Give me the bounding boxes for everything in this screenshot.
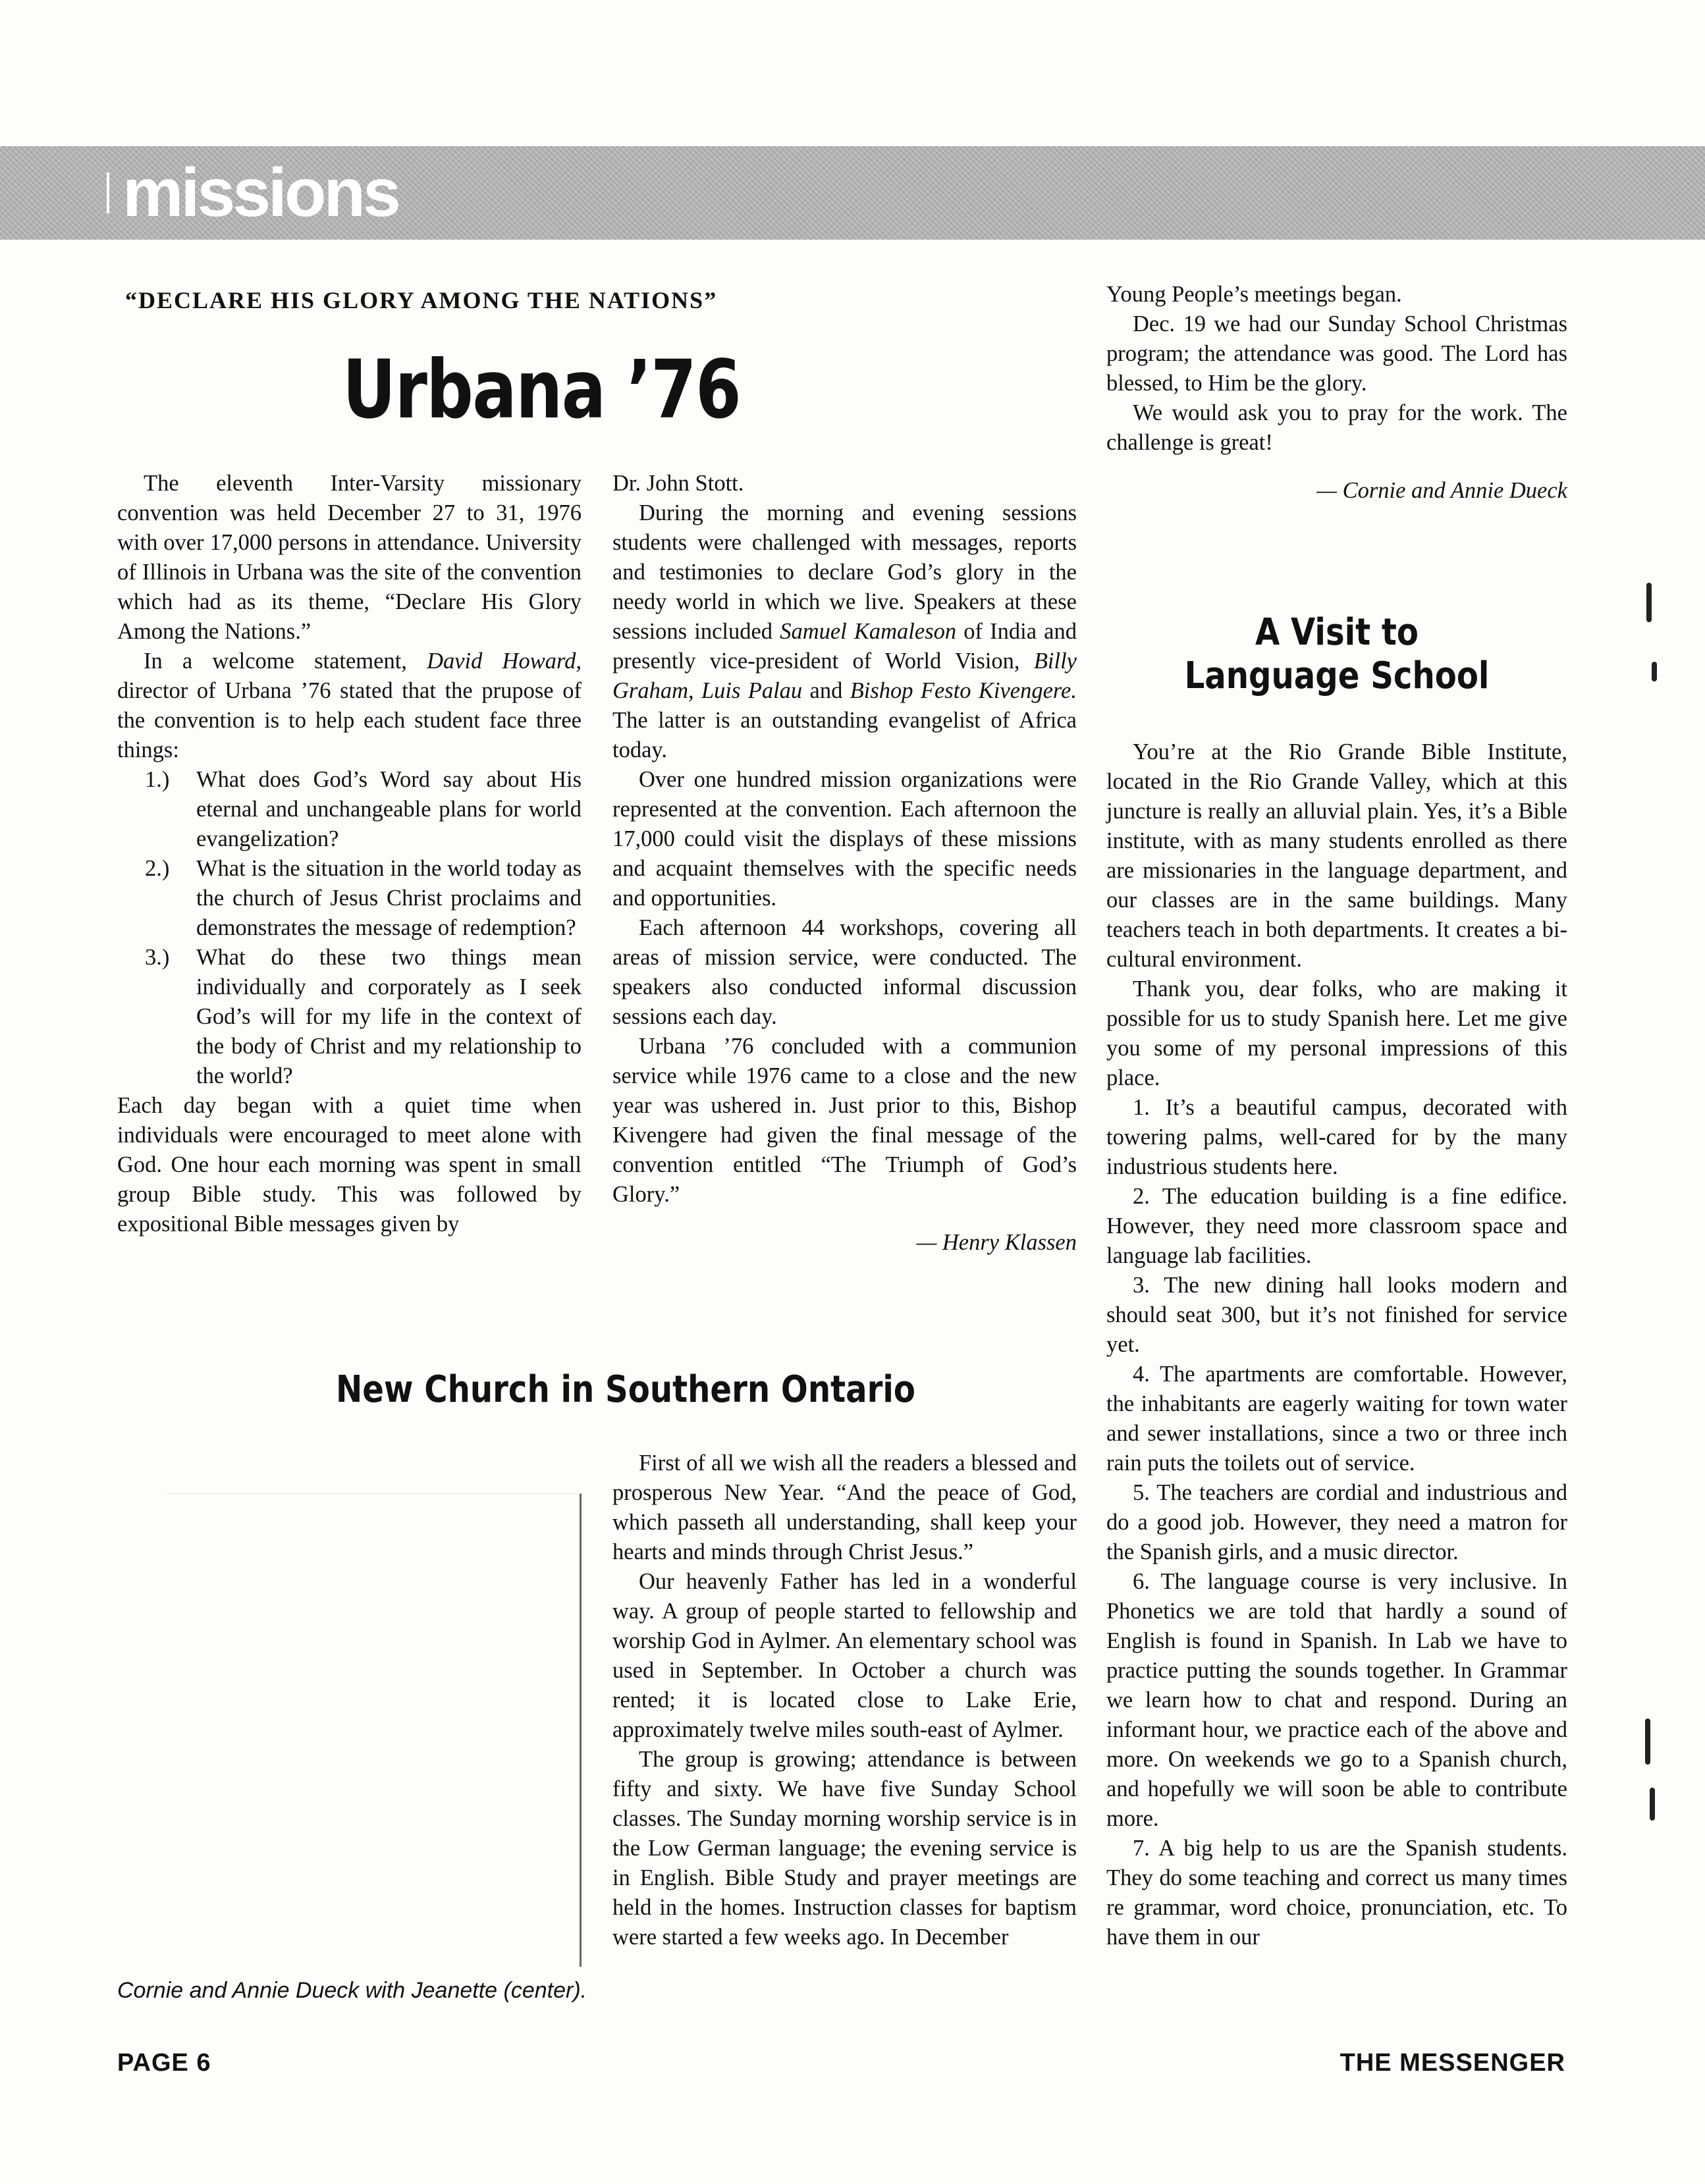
title-line: A Visit to [1255, 611, 1419, 654]
article-title-church: New Church in Southern Ontario [336, 1368, 915, 1411]
urbana-paragraph: Each afternoon 44 workshops, covering all areas of mission service, were conducted. The speakers also conducted informal discussion sessions each day. [612, 915, 1077, 1029]
list-item: 5. The teachers are cordial and industrious and do a good job. However, they need a matron for the Spanish girls, and a music director. [1106, 1480, 1567, 1564]
urbana-signature: — Henry Klassen [916, 1230, 1077, 1255]
urbana-paragraph: Each day began with a quiet time when individuals were encouraged to meet alone with God. One hour each morning was spent in small group Bible study. This was followed by expositional Bible messages given by [117, 1093, 582, 1237]
church-paragraph: We would ask you to pray for the work. The challenge is great! [1106, 400, 1567, 455]
list-item: 4. The apartments are comfortable. However, the inhabitants are eagerly waiting for town water and sewer installations, since a two or three inch rain puts the toilets out of service. [1106, 1362, 1567, 1476]
church-paragraph: Our heavenly Father has led in a wonderful way. A group of people started to fellowship and worship God in Aylmer. An elementary school was used in September. In October a church was rented; it is located close to Lake Erie, approximately twelve miles south-east of Aylmer. [612, 1569, 1077, 1742]
urbana-column-2 [612, 469, 1077, 1258]
binding-mark [1645, 1718, 1650, 1765]
article-kicker: “DECLARE HIS GLORY AMONG THE NATIONS” [125, 287, 718, 313]
publication-name: THE MESSENGER [1340, 2049, 1565, 2077]
list-item: 3.) What do these two things mean individually and corporately as I seek God’s will for my life in the context of the body of Christ and my relationship to the world? [145, 945, 582, 1088]
visit-column [1106, 737, 1567, 1952]
article-title-urbana: Urbana ’76 [342, 343, 741, 437]
church-paragraph: Dec. 19 we had our Sunday School Christmas program; the attendance was good. The Lord has blessed, to Him be the glory. [1106, 311, 1567, 396]
binding-mark [1646, 583, 1652, 622]
urbana-column-1 [117, 469, 582, 1239]
article-title-visit [1150, 611, 1524, 698]
visit-paragraph: Thank you, dear folks, who are making it possible for us to study Spanish here. Let me give you some of my personal impressions of this place. [1106, 976, 1567, 1090]
church-column-3 [1106, 280, 1567, 506]
urbana-question-list [117, 765, 582, 1091]
urbana-paragraph: During the morning and evening sessions students were challenged with messages, reports and testimonies to declare God’s glory in the needy world in which we live. Speakers at these sessions included Samuel Kamaleson of India and presently vice-president of World Vision, Billy Graham, Luis Palau and Bishop Festo Kivengere. The latter is an outstanding evangelist of Africa today. [612, 500, 1077, 762]
list-item: 6. The language course is very inclusive. In Phonetics we are told that hardly a sound of English is found in Spanish. In Lab we have to practice putting the sounds together. In Grammar we learn how to chat and respond. During an informant hour, we practice each of the above and more. On weekends we go to a Spanish church, and hopefully we will soon be able to contribute more. [1106, 1569, 1567, 1831]
list-item: 2.) What is the situation in the world today as the church of Jesus Christ proclaims and demonstrates the message of redemption? [145, 856, 582, 940]
list-item: 1. It’s a beautiful campus, decorated with towering palms, well-cared for by the many industrious students here. [1106, 1095, 1567, 1179]
binding-mark [1652, 662, 1657, 681]
person-name: David Howard, [427, 649, 582, 674]
urbana-paragraph: Urbana ’76 concluded with a communion service while 1976 came to a close and the new year was ushered in. Just prior to this, Bishop Kivengere had given the final message of the convention entitled “The Triumph of God’s Glory.” [612, 1034, 1077, 1207]
photo-placeholder [165, 1493, 582, 1967]
binding-mark [1650, 1788, 1655, 1821]
church-signature: — Cornie and Annie Dueck [1316, 478, 1567, 503]
urbana-paragraph: Dr. John Stott. [612, 471, 744, 496]
list-item: 3. The new dining hall looks modern and should seat 300, but it’s not finished for service yet. [1106, 1273, 1567, 1357]
church-paragraph: First of all we wish all the readers a blessed and prosperous New Year. “And the peace of God, which passeth all understanding, shall keep your hearts and minds through Christ Jesus.” [612, 1451, 1077, 1564]
section-banner [0, 146, 1705, 240]
church-paragraph: The group is growing; attendance is between fifty and sixty. We have five Sunday School classes. The Sunday morning worship service is in the Low German language; the evening service is in English. Bible Study and prayer meetings are held in the homes. Instruction classes for baptism were started a few weeks ago. In December [612, 1747, 1077, 1950]
urbana-paragraph: In a welcome statement, David Howard, director of Urbana ’76 stated that the prupose of the convention is to help each student face three things: [117, 649, 582, 762]
page-number: PAGE 6 [117, 2049, 211, 2077]
photo-caption: Cornie and Annie Dueck with Jeanette (center). [117, 1978, 587, 2003]
urbana-paragraph: Over one hundred mission organizations were represented at the convention. Each afternoon the 17,000 could visit the displays of these missions and acquaint themselves with the specific needs and opportunities. [612, 767, 1077, 911]
church-paragraph: Young People’s meetings began. [1106, 282, 1402, 307]
list-item: 2. The education building is a fine edifice. However, they need more classroom space and language lab facilities. [1106, 1184, 1567, 1268]
church-column-2 [612, 1449, 1077, 1952]
banner-rule [107, 173, 109, 213]
section-title: missions [122, 155, 398, 231]
urbana-paragraph: The eleventh Inter-Varsity missionary convention was held December 27 to 31, 1976 with over 17,000 persons in attendance. University of Illinois in Urbana was the site of the convention which had as its theme, “Declare His Glory Among the Nations.” [117, 471, 582, 644]
list-item: 7. A big help to us are the Spanish students. They do some teaching and correct us many times re grammar, word choice, pronunciation, etc. To have them in our [1106, 1836, 1567, 1950]
list-item: 1.) What does God’s Word say about His eternal and unchangeable plans for world evangelization? [145, 767, 582, 851]
visit-paragraph: You’re at the Rio Grande Bible Institute, located in the Rio Grande Valley, which at this juncture is really an alluvial plain. Yes, it’s a Bible institute, with as many students enrolled as there are missionaries in the language department, and our classes are in the same buildings. Many teachers teach in both departments. It creates a bi-cultural environment. [1106, 739, 1567, 972]
title-line: Language School [1184, 654, 1490, 698]
